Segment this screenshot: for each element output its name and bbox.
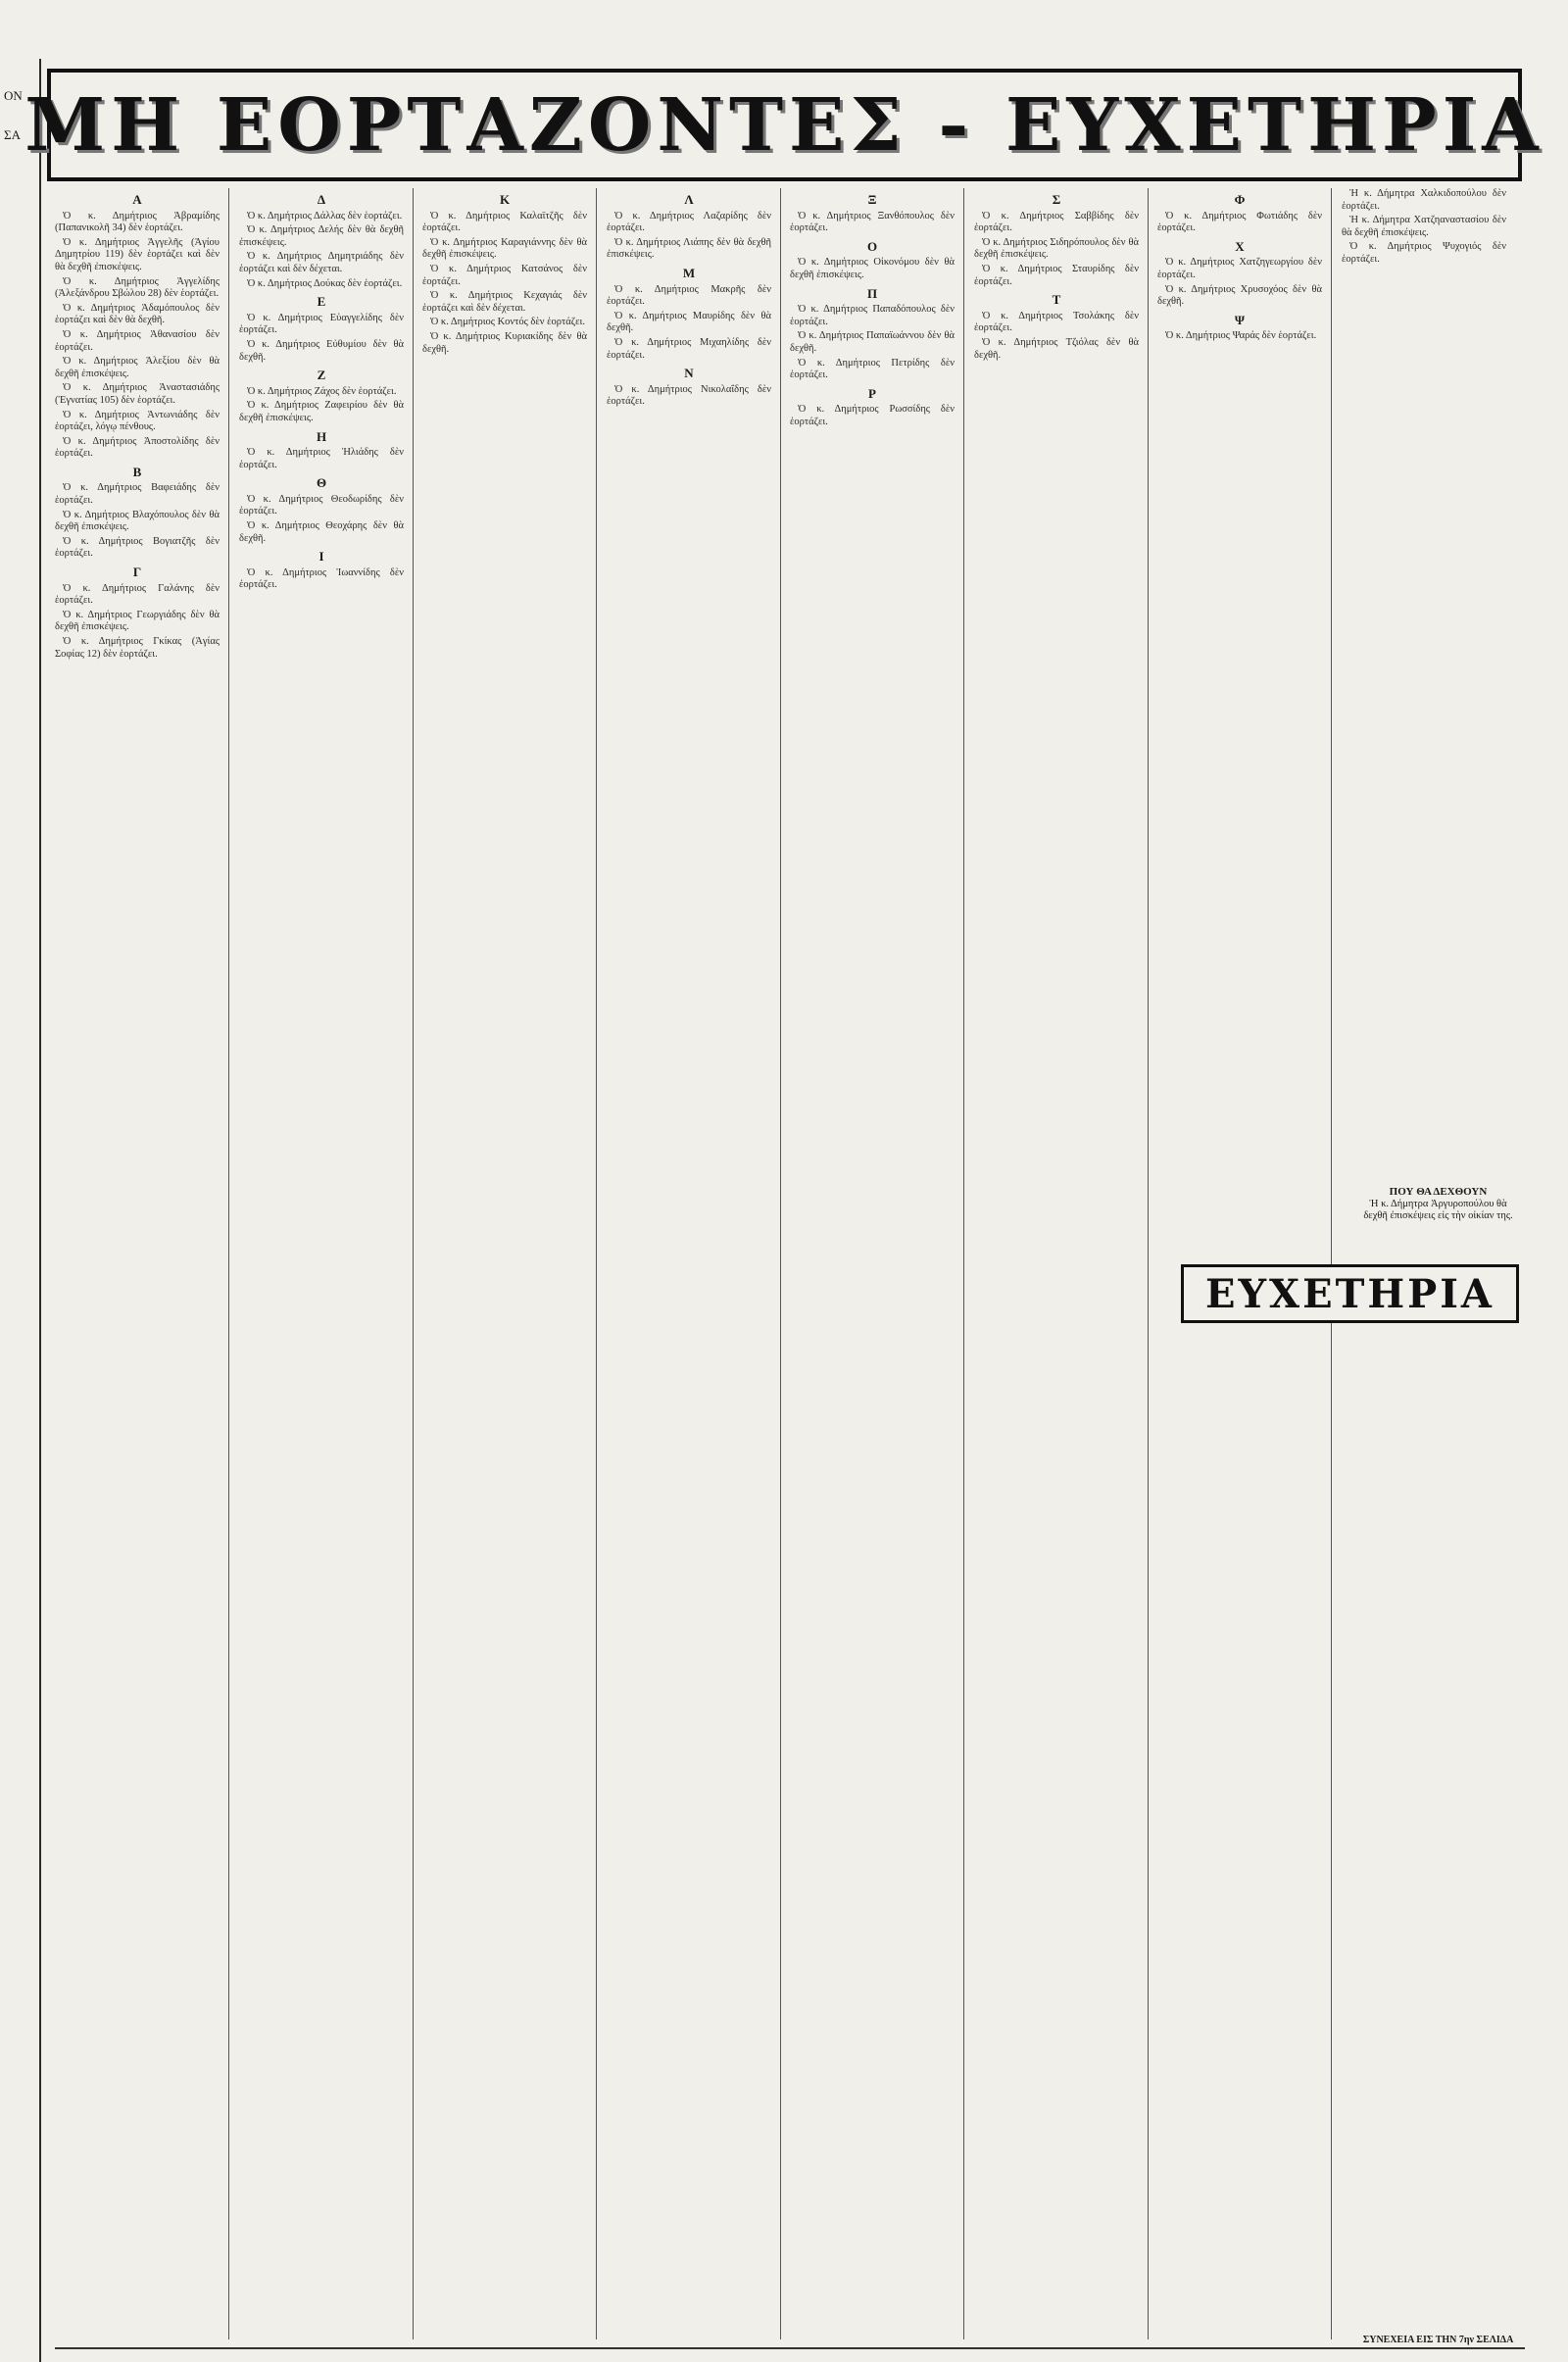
text-column: [607, 188, 771, 2339]
section-letter: Ν: [684, 366, 694, 381]
notice-box: [1357, 1186, 1519, 1223]
list-item: Ὁ κ. Δημήτριος Παπαδόπουλος δὲν ἑορτάζει.: [790, 304, 955, 327]
list-item: Ὁ κ. Δημήτριος Μιχαηλίδης δὲν ἑορτάζει.: [607, 336, 771, 361]
section-letter: Λ: [684, 192, 694, 207]
list-item: Ὁ κ. Δημήτριος Ἠλιάδης δὲν ἑορτάζει.: [239, 447, 404, 470]
section-letter: Ψ: [1234, 312, 1246, 327]
section-letter: Σ: [1052, 192, 1061, 207]
list-item: Ὁ κ. Δημήτριος Θεοδωρίδης δὲν ἑορτάζει.: [239, 493, 404, 517]
main-banner: [24, 69, 1544, 181]
list-item: Ὁ κ. Δημήτριος Καραγιάννης δὲν θὰ δεχθῆ ἐπισκέψεις.: [422, 236, 587, 261]
section-letter: Κ: [499, 192, 511, 207]
section-letter: Γ: [132, 565, 142, 580]
section-letter: Χ: [1235, 238, 1245, 254]
section-letter: Φ: [1234, 192, 1246, 207]
list-item: Ὁ κ. Δημήτριος Ἰωαννίδης δὲν ἑορτάζει.: [239, 566, 404, 591]
section-letter: Δ: [317, 192, 326, 207]
list-item: Ὁ κ. Δημήτριος Τζιόλας δὲν θὰ δεχθῆ.: [974, 336, 1139, 361]
list-item: Ὁ κ. Δημήτριος Ἀδαμόπουλος δὲν ἑορτάζει καὶ δὲν θὰ δεχθῆ.: [55, 302, 220, 326]
list-item: Ὁ κ. Δημήτριος Δούκας δὲν ἑορτάζει.: [247, 277, 403, 289]
list-item: Ὁ κ. Δημήτριος Κυριακίδης δὲν θὰ δεχθῆ.: [422, 330, 587, 355]
section-letter: Μ: [682, 265, 696, 280]
list-item: Ὁ κ. Δημήτριος Καλαϊτζῆς δὲν ἑορτάζει.: [422, 210, 587, 234]
column-rule: [596, 188, 597, 2339]
text-column: [422, 188, 587, 2339]
list-item: Ὁ κ. Δημήτριος Οἰκονόμου δὲν θὰ δεχθῆ ἐπισκέψεις.: [790, 257, 955, 280]
list-item: Ὁ κ. Δημήτριος Δημητριάδης δὲν ἑορτάζει καὶ δὲν δέχεται.: [239, 251, 404, 274]
list-item: Ὁ κ. Δημήτριος Πετρίδης δὲν ἑορτάζει.: [790, 357, 955, 381]
text-column: [239, 188, 404, 2339]
list-item: Ὁ κ. Δημήτριος Μαυρίδης δὲν θὰ δεχθῆ.: [607, 310, 771, 334]
list-item: Ὁ κ. Δημήτριος Θεοχάρης δὲν θὰ δεχθῆ.: [239, 520, 404, 544]
margin-fragment-2: ΣΑ: [4, 127, 21, 142]
section-letter: Ο: [866, 238, 878, 254]
section-letter: Ρ: [868, 385, 876, 401]
list-item: Ὁ κ. Δημήτριος Παπαϊωάννου δὲν θὰ δεχθῆ.: [790, 330, 955, 354]
list-item: Ὁ κ. Δημήτριος Χατζηγεωργίου δὲν ἑορτάζει.: [1157, 257, 1322, 280]
list-item: Ὁ κ. Δημήτριος Γκίκας (Ἀγίας Σοφίας 12) δὲν ἑορτάζει.: [55, 636, 220, 660]
list-item: Ὁ κ. Δημήτριος Ἀβραμίδης (Παπανικολῆ 34) δὲν ἑορτάζει.: [55, 210, 220, 234]
list-item: Ὁ κ. Δημήτριος Ἀναστασιάδης (Ἐγνατίας 105) δὲν ἑορτάζει.: [55, 382, 220, 406]
continued-note: ΣΥΝΕΧΕΙΑ ΕΙΣ ΤΗΝ 7ην ΣΕΛΙΔΑ: [1362, 2335, 1514, 2345]
column-rule: [780, 188, 781, 2339]
notice-text: Ἡ κ. Δήμητρα Ἀργυροπούλου θὰ δεχθῆ ἐπισκέψεις εἰς τὴν οἰκίαν της.: [1363, 1198, 1513, 1222]
list-item: Ὁ κ. Δημήτριος Λαζαρίδης δὲν ἑορτάζει.: [607, 210, 771, 234]
section-letter: Ι: [318, 549, 324, 565]
list-item: Ὁ κ. Δημήτριος Βογιατζῆς δὲν ἑορτάζει.: [55, 535, 220, 560]
sub-banner: [1181, 1264, 1519, 1323]
section-letter: Η: [316, 428, 327, 444]
list-item: Ὁ κ. Δημήτριος Δελής δὲν θὰ δεχθῆ ἐπισκέψεις.: [239, 224, 404, 248]
list-item: Ὁ κ. Δημήτριος Κατσάνος δὲν ἑορτάζει.: [422, 263, 587, 287]
list-item: Ὁ κ. Δημήτριος Ἀθανασίου δὲν ἑορτάζει.: [55, 328, 220, 353]
list-item: Ὁ κ. Δημήτριος Μακρῆς δὲν ἑορτάζει.: [607, 283, 771, 308]
list-item: Ὁ κ. Δημήτριος Ζάχος δὲν ἑορτάζει.: [247, 385, 397, 397]
list-item: Ἡ κ. Δήμητρα Χαλκιδοπούλου δὲν ἑορτάζει.: [1342, 188, 1506, 212]
list-item: Ὁ κ. Δημήτριος Ρωσσίδης δὲν ἑορτάζει.: [790, 404, 955, 427]
list-item: Ὁ κ. Δημήτριος Κεχαγιάς δὲν ἑορτάζει καὶ δὲν δέχεται.: [422, 290, 587, 314]
list-item: Ὁ κ. Δημήτριος Χρυσοχόος δὲν θὰ δεχθῆ.: [1157, 283, 1322, 308]
notice-title: ΠΟΥ ΘΑ ΔΕΧΘΟΥΝ: [1389, 1186, 1488, 1198]
list-item: Ὁ κ. Δημήτριος Λιάπης δὲν θὰ δεχθῆ ἐπισκέψεις.: [607, 236, 771, 261]
section-letter: Π: [866, 285, 878, 301]
list-item: Ὁ κ. Δημήτριος Ψαράς δὲν ἑορτάζει.: [1165, 330, 1317, 342]
text-column: [790, 188, 955, 2339]
list-item: Ἡ κ. Δήμητρα Χατζηαναστασίου δὲν θὰ δεχθῆ ἐπισκέψεις.: [1342, 215, 1506, 238]
section-letter: Τ: [1052, 292, 1061, 308]
list-item: Ὁ κ. Δημήτριος Ζαφειρίου δὲν θὰ δεχθῆ ἐπισκέψεις.: [239, 400, 404, 423]
list-item: Ὁ κ. Δημήτριος Εὐαγγελίδης δὲν ἑορτάζει.: [239, 312, 404, 336]
list-item: Ὁ κ. Δημήτριος Ψυχογιός δὲν ἑορτάζει.: [1342, 241, 1506, 265]
list-item: Ὁ κ. Δημήτριος Σιδηρόπουλος δὲν θὰ δεχθῆ ἐπισκέψεις.: [974, 236, 1139, 261]
list-item: Ὁ κ. Δημήτριος Σταυρίδης δὲν ἑορτάζει.: [974, 263, 1139, 287]
bottom-rule: [55, 2347, 1525, 2349]
list-item: Ὁ κ. Δημήτριος Ἀλεξίου δὲν θὰ δεχθῆ ἐπισκέψεις.: [55, 356, 220, 379]
list-item: Ὁ κ. Δημήτριος Δάλλας δὲν ἑορτάζει.: [247, 210, 403, 221]
list-item: Ὁ κ. Δημήτριος Ἀντωνιάδης δὲν ἑορτάζει, λόγῳ πένθους.: [55, 409, 220, 433]
banner-title: ΜΗ ΕΟΡΤΑΖΟΝΤΕΣ - ΕΥΧΕΤΗΡΙΑ: [24, 82, 1544, 168]
text-column: [974, 188, 1139, 2339]
previous-page-margin: [0, 59, 41, 2362]
sub-banner-title: ΕΥΧΕΤΗΡΙΑ: [1205, 1270, 1494, 1317]
list-item: Ὁ κ. Δημήτριος Κοντός δὲν ἑορτάζει.: [430, 317, 585, 328]
list-item: Ὁ κ. Δημήτριος Τσολάκης δὲν ἑορτάζει.: [974, 310, 1139, 334]
section-letter: Ζ: [317, 368, 326, 383]
margin-fragment-1: ΟΝ: [4, 88, 23, 103]
list-item: Ὁ κ. Δημήτριος Ἀποστολίδης δὲν ἑορτάζει.: [55, 435, 220, 460]
list-item: Ὁ κ. Δημήτριος Ξανθόπουλος δὲν ἑορτάζει.: [790, 210, 955, 234]
list-item: Ὁ κ. Δημήτριος Ἀγγελῆς (Ἀγίου Δημητρίου 119) δὲν ἑορτάζει καὶ δὲν θὰ δεχθῆ ἐπισκέψεις.: [55, 236, 220, 272]
column-rule: [1148, 188, 1149, 2339]
section-letter: Α: [132, 192, 142, 207]
column-rule: [228, 188, 229, 2339]
section-letter: Β: [132, 464, 142, 479]
text-column: [55, 188, 220, 2339]
list-item: Ὁ κ. Δημήτριος Σαββίδης δὲν ἑορτάζει.: [974, 210, 1139, 234]
list-item: Ὁ κ. Δημήτριος Φωτιάδης δὲν ἑορτάζει.: [1157, 210, 1322, 234]
list-item: Ὁ κ. Δημήτριος Εὐθυμίου δὲν θὰ δεχθῆ.: [239, 338, 404, 363]
list-item: Ὁ κ. Δημήτριος Βαφειάδης δὲν ἑορτάζει.: [55, 482, 220, 507]
column-rule: [413, 188, 414, 2339]
list-item: Ὁ κ. Δημήτριος Γαλάνης δὲν ἑορτάζει.: [55, 582, 220, 607]
section-letter: Θ: [316, 475, 327, 491]
list-item: Ὁ κ. Δημήτριος Γεωργιάδης δὲν θὰ δεχθῆ ἐπισκέψεις.: [55, 609, 220, 633]
section-letter: Ξ: [867, 192, 877, 207]
list-item: Ὁ κ. Δημήτριος Βλαχόπουλος δὲν θὰ δεχθῆ ἐπισκέψεις.: [55, 509, 220, 533]
column-rule: [963, 188, 964, 2339]
list-item: Ὁ κ. Δημήτριος Νικολαΐδης δὲν ἑορτάζει.: [607, 383, 771, 408]
list-item: Ὁ κ. Δημήτριος Ἀγγελίδης (Ἀλεξάνδρου Σβώλου 28) δὲν ἑορτάζει.: [55, 275, 220, 300]
section-letter: Ε: [317, 294, 326, 310]
